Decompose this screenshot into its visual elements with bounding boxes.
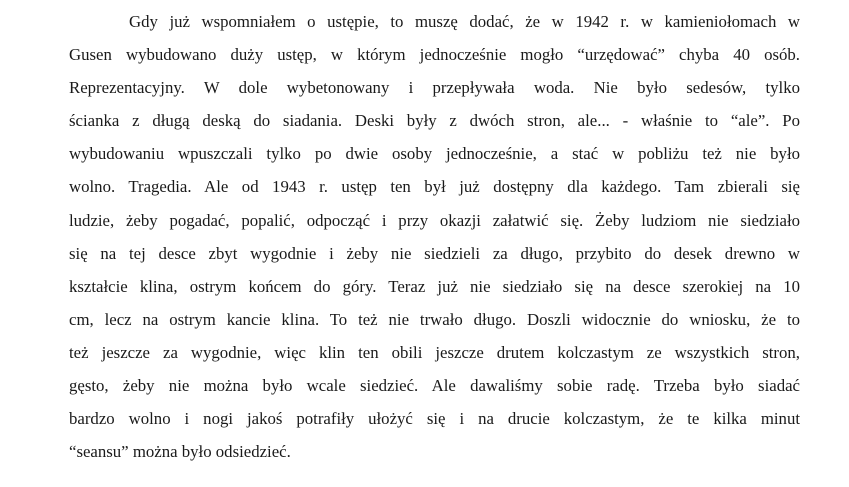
text-line-10: cm, lecz na ostrym kancie klina. To też nie trwało długo. Doszli widocznie do wniosku, że to (69, 309, 800, 329)
text-line-13: bardzo wolno i nogi jakoś potrafiły ułożyć się i na drucie kolczastym, że te kilka minut (69, 409, 800, 429)
text-line-6: wolno. Tragedia. Ale od 1943 r. ustęp ten był już dostępny dla każdego. Tam zbierali się (69, 177, 800, 197)
text-line-8: się na tej desce zbyt wygodnie i żeby nie siedzieli za długo, przybito do desek drewno w (69, 243, 800, 263)
text-line-11: też jeszcze za wygodnie, więc klin ten obili jeszcze drutem kolczastym ze wszystkich stron, (69, 342, 800, 362)
text-line-5: wybudowaniu wpuszczali tylko po dwie osoby jednocześnie, a stać w pobliżu też nie było (69, 144, 800, 164)
text-line-7: ludzie, żeby pogadać, popalić, odpocząć i przy okazji załatwić się. Żeby ludziom nie siedziało (69, 210, 800, 230)
text-line-14: “seansu” można było odsiedzieć. (69, 442, 291, 462)
text-line-12: gęsto, żeby nie można było wcale siedzieć. Ale dawaliśmy sobie radę. Trzeba było siadać (69, 376, 800, 396)
body-paragraph (69, 5, 800, 468)
text-line-4: ścianka z długą deską do siadania. Deski były z dwóch stron, ale... - właśnie to “ale”. Po (69, 111, 800, 131)
text-line-1: Gdy już wspomniałem o ustępie, to muszę dodać, że w 1942 r. w kamieniołomach w (129, 12, 800, 31)
text-line-2: Gusen wybudowano duży ustęp, w którym jednocześnie mogło “urzędować” chyba 40 osób. (69, 45, 800, 65)
text-line-3: Reprezentacyjny. W dole wybetonowany i przepływała woda. Nie było sedesów, tylko (69, 78, 800, 98)
text-line-9: kształcie klina, ostrym końcem do góry. Teraz już nie siedziało się na desce szerokiej na 10 (69, 276, 800, 296)
